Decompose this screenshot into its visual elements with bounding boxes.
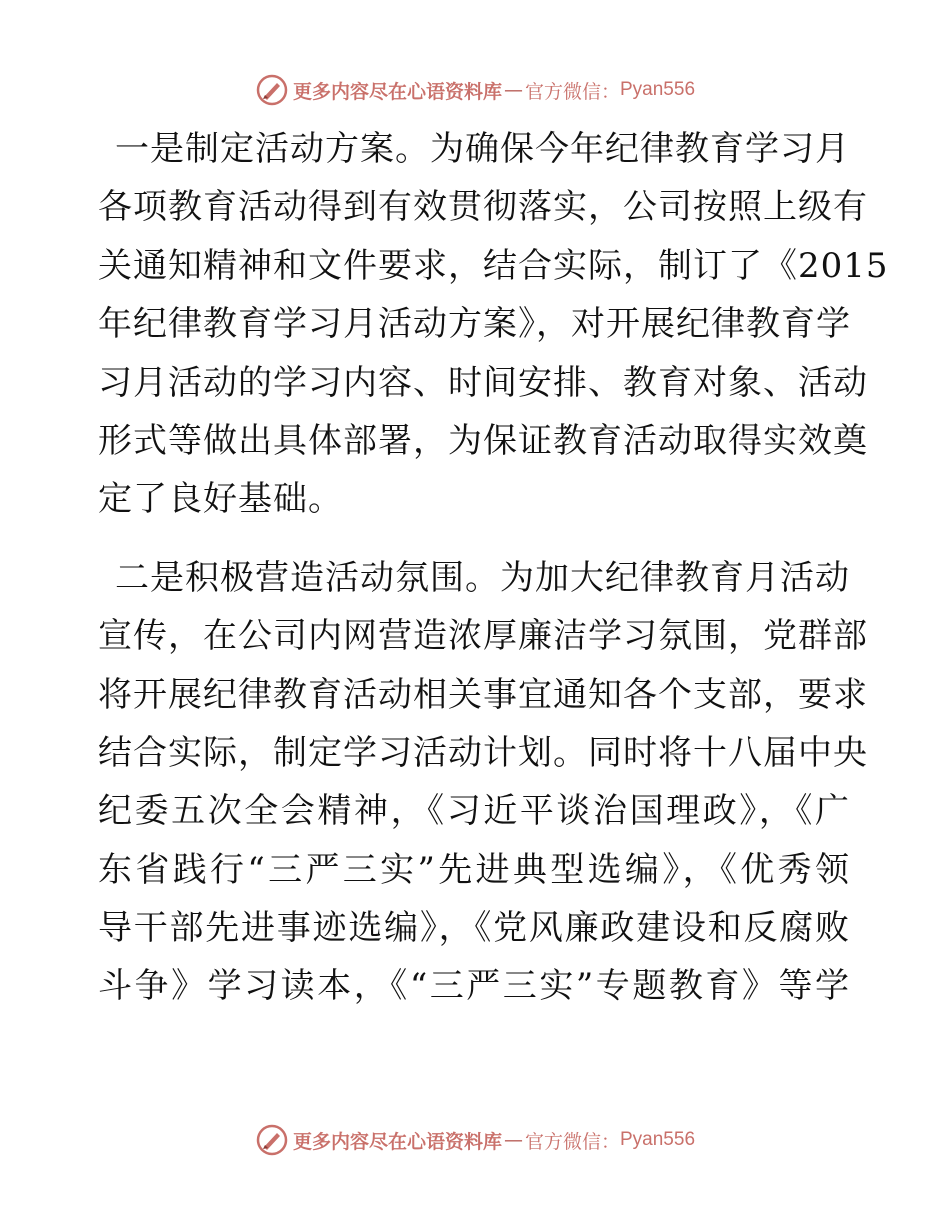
pen-logo-icon bbox=[255, 1123, 289, 1157]
watermark-text bbox=[293, 1127, 695, 1154]
text-line: 年纪律教育学习月活动方案》，对开展纪律教育学 bbox=[98, 304, 851, 345]
watermark-dash: — bbox=[503, 79, 523, 101]
footer-watermark bbox=[0, 1120, 950, 1160]
watermark-site: 更多内容尽在心语资料库 bbox=[292, 1130, 502, 1153]
document-body bbox=[98, 120, 889, 1036]
watermark-text bbox=[293, 77, 695, 104]
text-line: 一是制定活动方案。为确保今年纪律教育学习月 bbox=[115, 129, 850, 169]
watermark-id: Pyan556 bbox=[620, 79, 696, 100]
text-line: 习月活动的学习内容、时间安排、教育对象、活动 bbox=[98, 362, 868, 403]
text-line: 斗争》学习读本，《“三严三实”专题教育》等学 bbox=[98, 966, 850, 1007]
text-line: 各项教育活动得到有效贯彻落实，公司按照上级有 bbox=[98, 187, 868, 228]
header-watermark bbox=[0, 70, 950, 110]
text-line: 宣传，在公司内网营造浓厚廉洁学习氛围，党群部 bbox=[98, 616, 868, 657]
text-line: 东省践行“三严三实”先进典型选编》，《优秀领 bbox=[98, 849, 850, 890]
text-line: 将开展纪律教育活动相关事宜通知各个支部，要求 bbox=[98, 674, 868, 715]
paragraph-1 bbox=[98, 120, 889, 529]
text-line: 二是积极营造活动氛围。为加大纪律教育月活动 bbox=[115, 557, 850, 598]
text-line: 定了良好基础。 bbox=[98, 479, 343, 520]
watermark-official: 官方微信： bbox=[524, 80, 620, 103]
pen-logo-icon bbox=[255, 73, 289, 107]
text-line: 关通知精神和文件要求，结合实际，制订了《2015 bbox=[98, 245, 889, 286]
text-line: 形式等做出具体部署，为保证教育活动取得实效奠 bbox=[98, 420, 868, 461]
watermark-site: 更多内容尽在心语资料库 bbox=[292, 80, 502, 103]
paragraph-2 bbox=[98, 549, 868, 1016]
text-line: 纪委五次全会精神，《习近平谈治国理政》，《广 bbox=[98, 791, 850, 832]
watermark-dash: — bbox=[503, 1129, 523, 1151]
text-line: 导干部先进事迹选编》，《党风廉政建设和反腐败 bbox=[98, 908, 850, 949]
watermark-official: 官方微信： bbox=[524, 1130, 620, 1153]
watermark-id: Pyan556 bbox=[620, 1129, 696, 1150]
text-line: 结合实际，制定学习活动计划。同时将十八届中央 bbox=[98, 732, 868, 773]
